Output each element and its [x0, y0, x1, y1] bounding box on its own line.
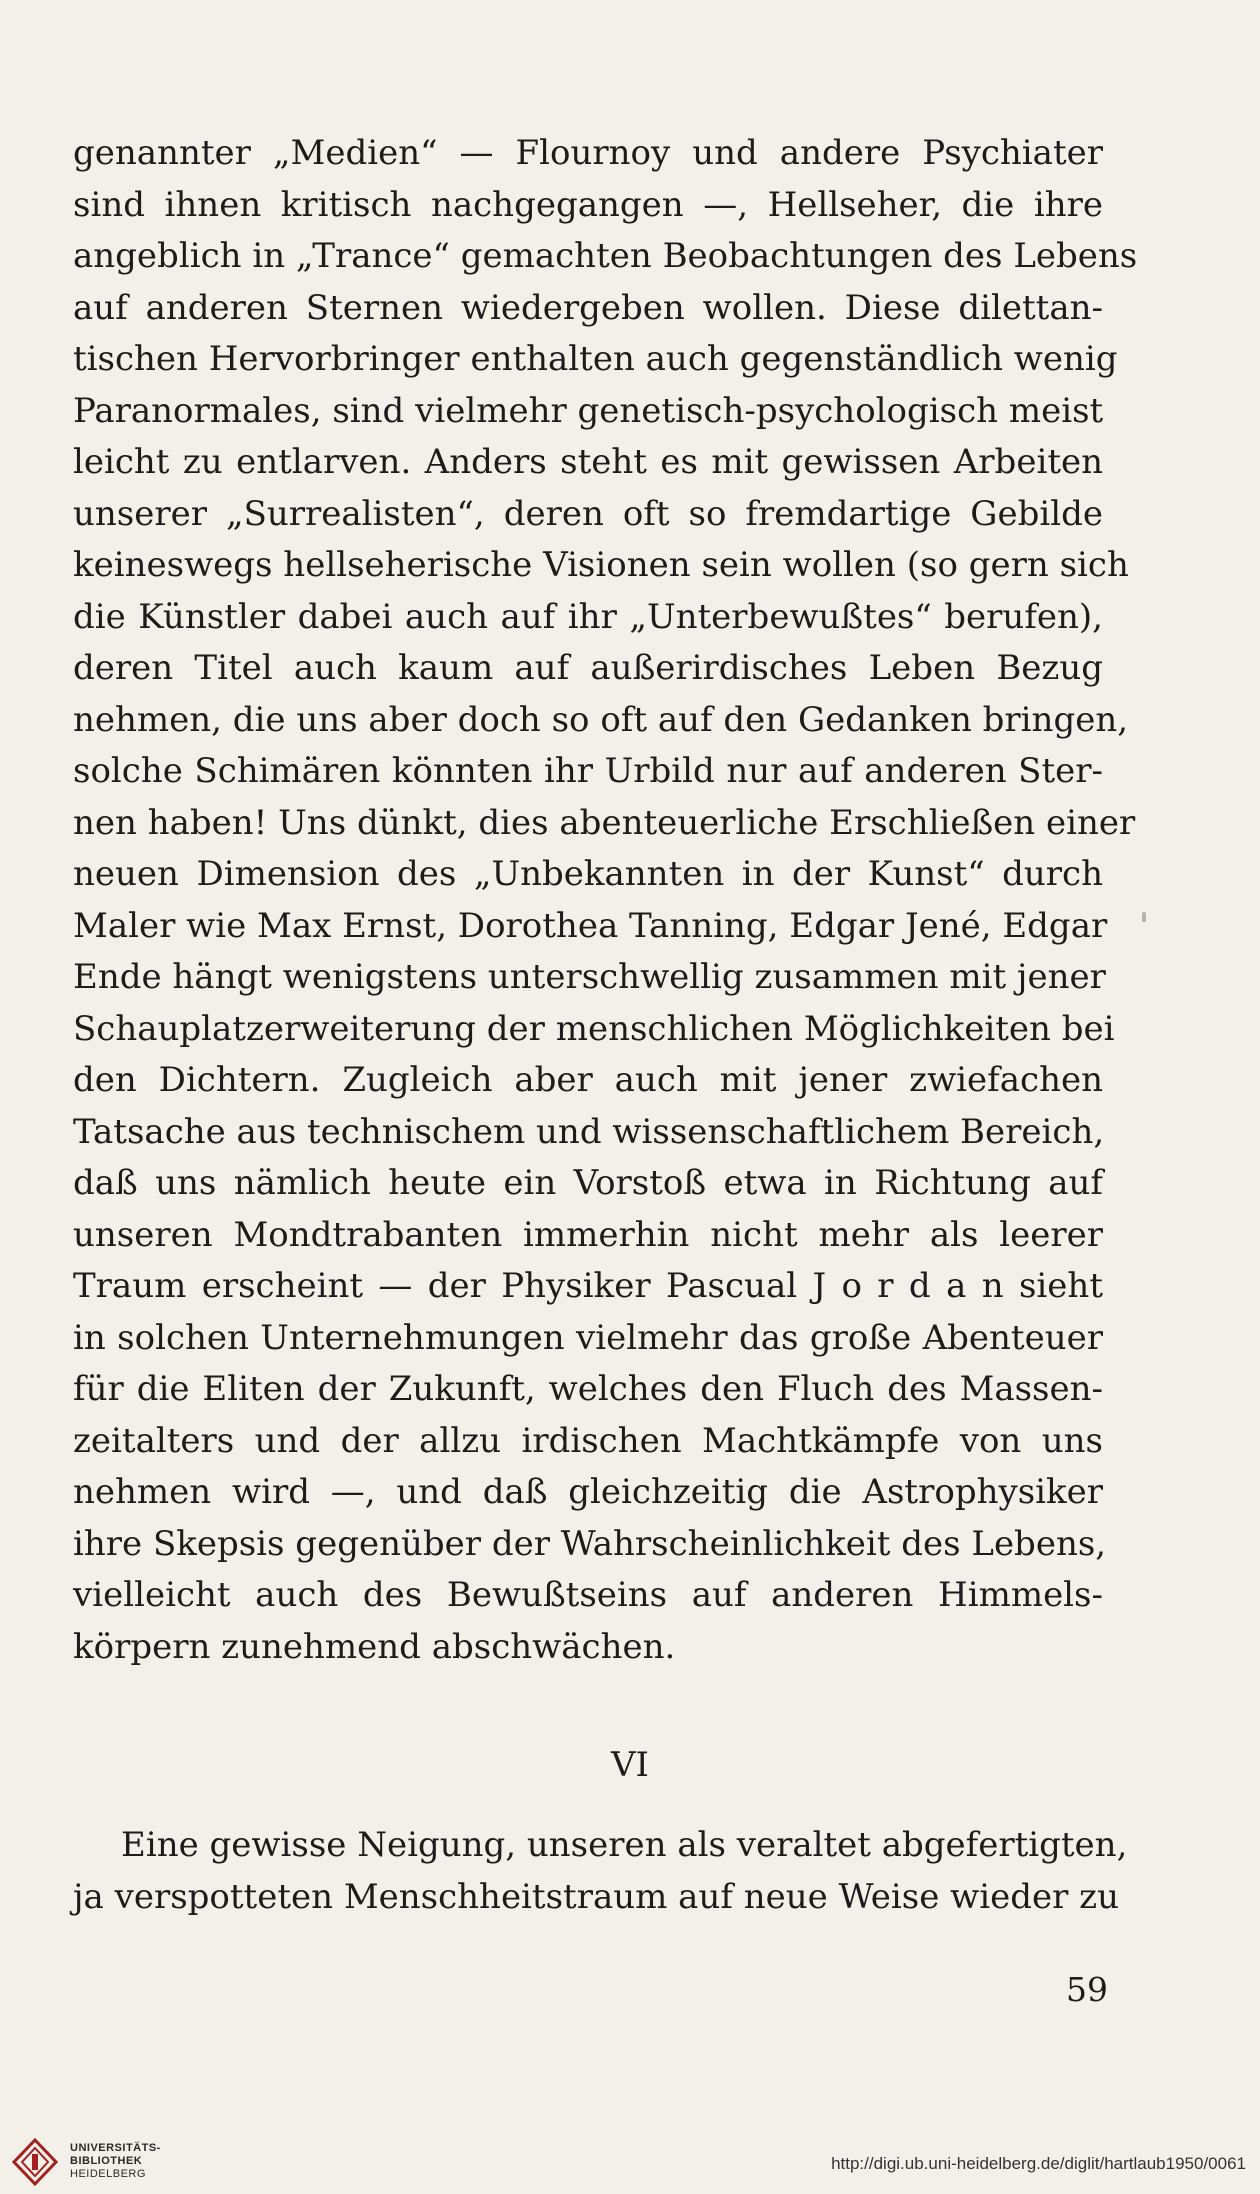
text-line: zeitalters und der allzu irdischen Machtkämpfe von uns — [73, 1420, 1103, 1461]
text-line: Schauplatzerweiterung der menschlichen Möglichkeiten bei — [73, 1008, 1115, 1049]
margin-mark — [1142, 912, 1146, 922]
text-line: leicht zu entlarven. Anders steht es mit gewissen Arbeiten — [73, 442, 1103, 482]
text-line: vielleicht auch des Bewußtseins auf anderen Himmels- — [73, 1575, 1103, 1615]
text-line: deren Titel auch kaum auf außerirdisches Leben Bezug — [73, 648, 1103, 688]
text-line: genannter „Medien“ — Flournoy und andere Psychiater — [73, 133, 1103, 173]
section-paragraph — [73, 1820, 1128, 1923]
page-number: 59 — [1066, 1970, 1108, 2009]
library-logo-icon — [12, 2138, 58, 2188]
library-name — [70, 2142, 161, 2181]
text-line: auf anderen Sternen wiedergeben wollen. Diese dilettan- — [73, 287, 1103, 328]
text-line: ihre Skepsis gegenüber der Wahrscheinlichkeit des Lebens, — [73, 1523, 1107, 1564]
body-paragraph — [73, 128, 1138, 1673]
text-line: Paranormales, sind vielmehr genetisch-psychologisch meist — [73, 390, 1104, 431]
text-line: neuen Dimension des „Unbekannten in der Kunst“ durch — [73, 854, 1103, 894]
text-line: körpern zunehmend abschwächen. — [73, 1626, 676, 1667]
text-line: für die Eliten der Zukunft, welches den Fluch des Massen- — [73, 1369, 1103, 1409]
text-line: die Künstler dabei auch auf ihr „Unterbewußtes“ berufen), — [73, 596, 1103, 637]
text-line: Eine gewisse Neigung, unseren als veraltet abgefertigten, — [121, 1825, 1128, 1865]
text-line: Traum erscheint — der Physiker Pascual J o r d a n sieht — [73, 1266, 1103, 1306]
text-line: Maler wie Max Ernst, Dorothea Tanning, Edgar Jené, Edgar — [73, 905, 1108, 946]
text-line: nen haben! Uns dünkt, dies abenteuerliche Erschließen einer — [73, 802, 1136, 843]
text-line: keineswegs hellseherische Visionen sein wollen (so gern sich — [73, 545, 1129, 585]
text-line: ja verspotteten Menschheitstraum auf neue Weise wieder zu — [73, 1876, 1119, 1917]
text-line: daß uns nämlich heute ein Vorstoß etwa in Richtung auf — [73, 1163, 1103, 1203]
text-line: nehmen wird —, und daß gleichzeitig die Astrophysiker — [73, 1472, 1103, 1512]
text-line: angeblich in „Trance“ gemachten Beobachtungen des Lebens — [73, 236, 1138, 276]
text-line: in solchen Unternehmungen vielmehr das große Abenteuer — [73, 1317, 1103, 1358]
text-line: tischen Hervorbringer enthalten auch gegenständlich wenig — [73, 339, 1118, 379]
text-line: unserer „Surrealisten“, deren oft so fremdartige Gebilde — [73, 493, 1103, 534]
library-name-line: UNIVERSITÄTS- — [70, 2142, 161, 2154]
text-line: unseren Mondtrabanten immerhin nicht mehr als leerer — [73, 1214, 1103, 1255]
footer — [0, 2130, 1260, 2194]
section-heading: VI — [611, 1745, 649, 1785]
text-line: den Dichtern. Zugleich aber auch mit jener zwiefachen — [73, 1060, 1103, 1100]
text-line: sind ihnen kritisch nachgegangen —, Hellseher, die ihre — [73, 184, 1103, 225]
library-name-line: BIBLIOTHEK — [70, 2155, 143, 2167]
text-line: Ende hängt wenigstens unterschwellig zusammen mit jener — [73, 957, 1106, 997]
text-line: nehmen, die uns aber doch so oft auf den Gedanken bringen, — [73, 699, 1129, 740]
text-line: solche Schimären könnten ihr Urbild nur auf anderen Ster- — [73, 751, 1103, 791]
library-name-line: HEIDELBERG — [70, 2168, 146, 2180]
source-url-link[interactable]: http://digi.ub.uni-heidelberg.de/diglit/hartlaub1950/0061 — [831, 2154, 1246, 2173]
text-line: Tatsache aus technischem und wissenschaftlichem Bereich, — [73, 1111, 1105, 1152]
